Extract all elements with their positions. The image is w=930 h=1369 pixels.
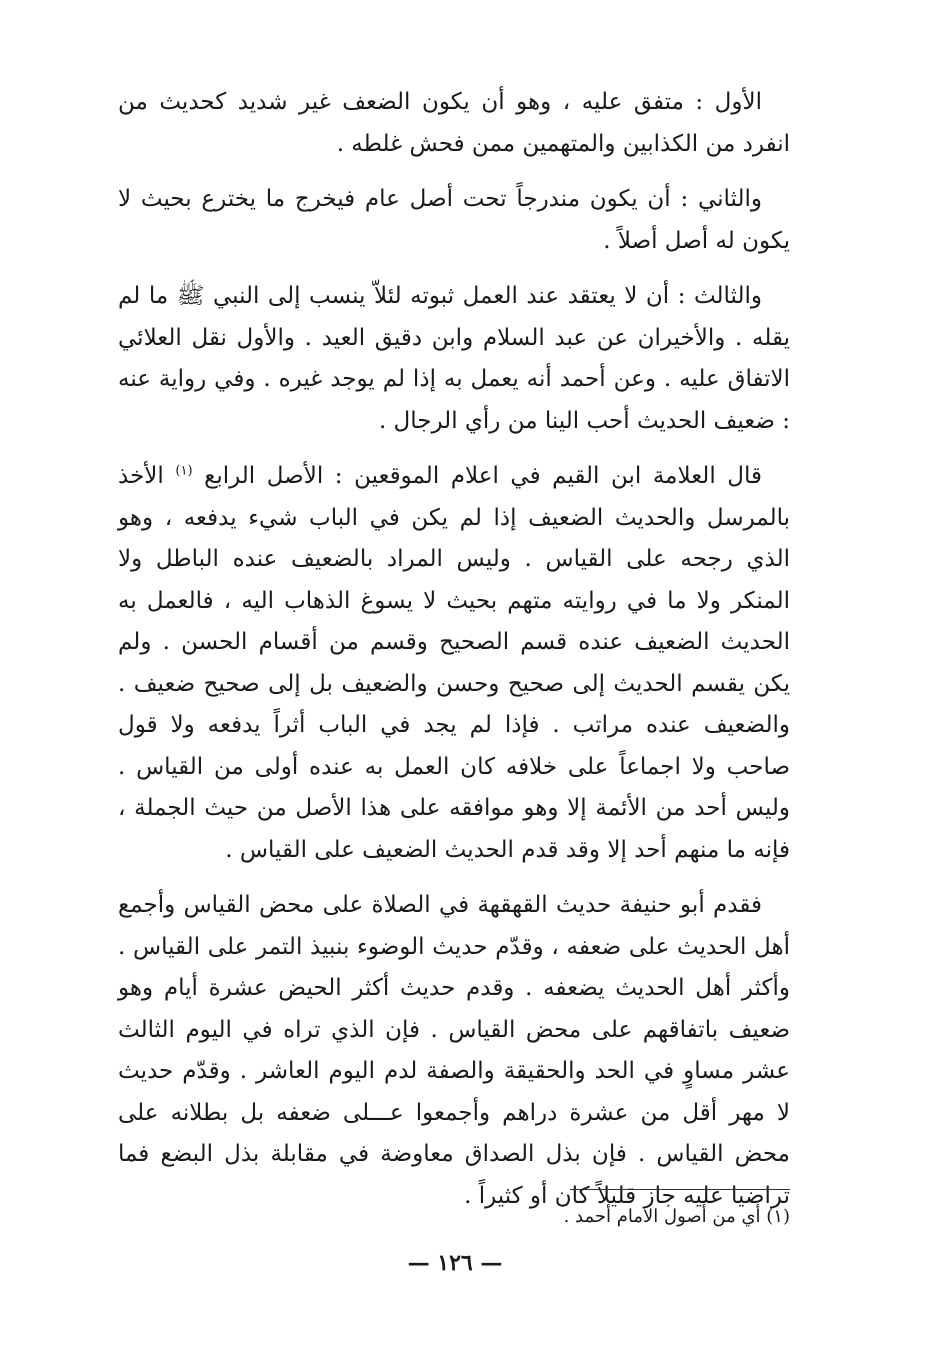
footnote-reference: (١) bbox=[175, 463, 193, 479]
document-body bbox=[118, 82, 790, 1231]
paragraph-abu-hanifa-examples: فقدم أبو حنيفة حديث القهقهة في الصلاة على محض القياس وأجمع أهل الحديث على ضعفه ، وقدّم حديث الوضوء بنبيذ التمر على القياس . وأكثر أهل الحديث يضعفه . وقدم حديث أكثر الحيض عشرة أيام وهو ضعيف باتفاقهم على محض القياس . فإن الذي تراه في اليوم الثالث عشر مساوٍ في الحد والحقيقة والصفة لدم اليوم العاشر . وقدّم حديث لا مهر أقل من عشرة دراهم وأجمعوا عـــلى ضعفه بل بطلانه على محض القياس . فإن بذل الصداق معاوضة في مقابلة بذل البضع فما تراضيا عليه جاز قليلاً كان أو كثيراً . bbox=[118, 892, 791, 1209]
paragraph-ibn-al-qayyim-quote bbox=[118, 456, 790, 871]
footnote-text: (١) أي من أصول الامام أحمد . bbox=[563, 1206, 790, 1227]
quote-body: الأخذ بالمرسل والحديث الضعيف إذا لم يكن في الباب شيء يدفعه ، وهو الذي رجحه على القياس . وليس المراد بالضعيف عنده الباطل ولا المنكر ولا ما في روايته متهم بحيث لا يسوغ الذهاب اليه ، فالعمل به الحديث الضعيف عنده قسم الصحيح وقسم من أقسام الحسن . ولم يكن يقسم الحديث إلى صحيح وحسن والضعيف بل إلى صحيح ضعيف . والضعيف عنده مراتب . فإذا لم يجد في الباب أثراً يدفعه ولا قول صاحب ولا اجماعاً على خلافه كان العمل به عنده أولى من القياس . وليس أحد من الأئمة إلا وهو موافقه على هذا الأصل من حيث الجملة ، فإنه ما منهم أحد إلا وقد قدم الحديث الضعيف على القياس . bbox=[118, 463, 790, 863]
paragraph-first-condition: الأول : متفق عليه ، وهو أن يكون الضعف غير شديد كحديث من انفرد من الكذابين والمتهمين ممن فحش غلطه . bbox=[118, 89, 790, 157]
paragraph-third-condition: والثالث : أن لا يعتقد عند العمل ثبوته لئلاّ ينسب إلى النبي ﷺ ما لم يقله . والأخيران عن عبد السلام وابن دقيق العيد . والأول نقل العلائي الاتفاق عليه . وعن أحمد أنه يعمل به إذا لم يوجد غيره . وفي رواية عنه : ضعيف الحديث أحب الينا من رأي الرجال . bbox=[118, 283, 790, 434]
quote-intro: قال العلامة ابن القيم في اعلام الموقعين : الأصل الرابع bbox=[204, 463, 762, 489]
footnote-divider bbox=[570, 1189, 790, 1190]
page-number: — ١٢٦ — bbox=[407, 1250, 503, 1276]
paragraph-second-condition: والثاني : أن يكون مندرجاً تحت أصل عام فيخرج ما يخترع بحيث لا يكون له أصل أصلاً . bbox=[118, 186, 790, 254]
